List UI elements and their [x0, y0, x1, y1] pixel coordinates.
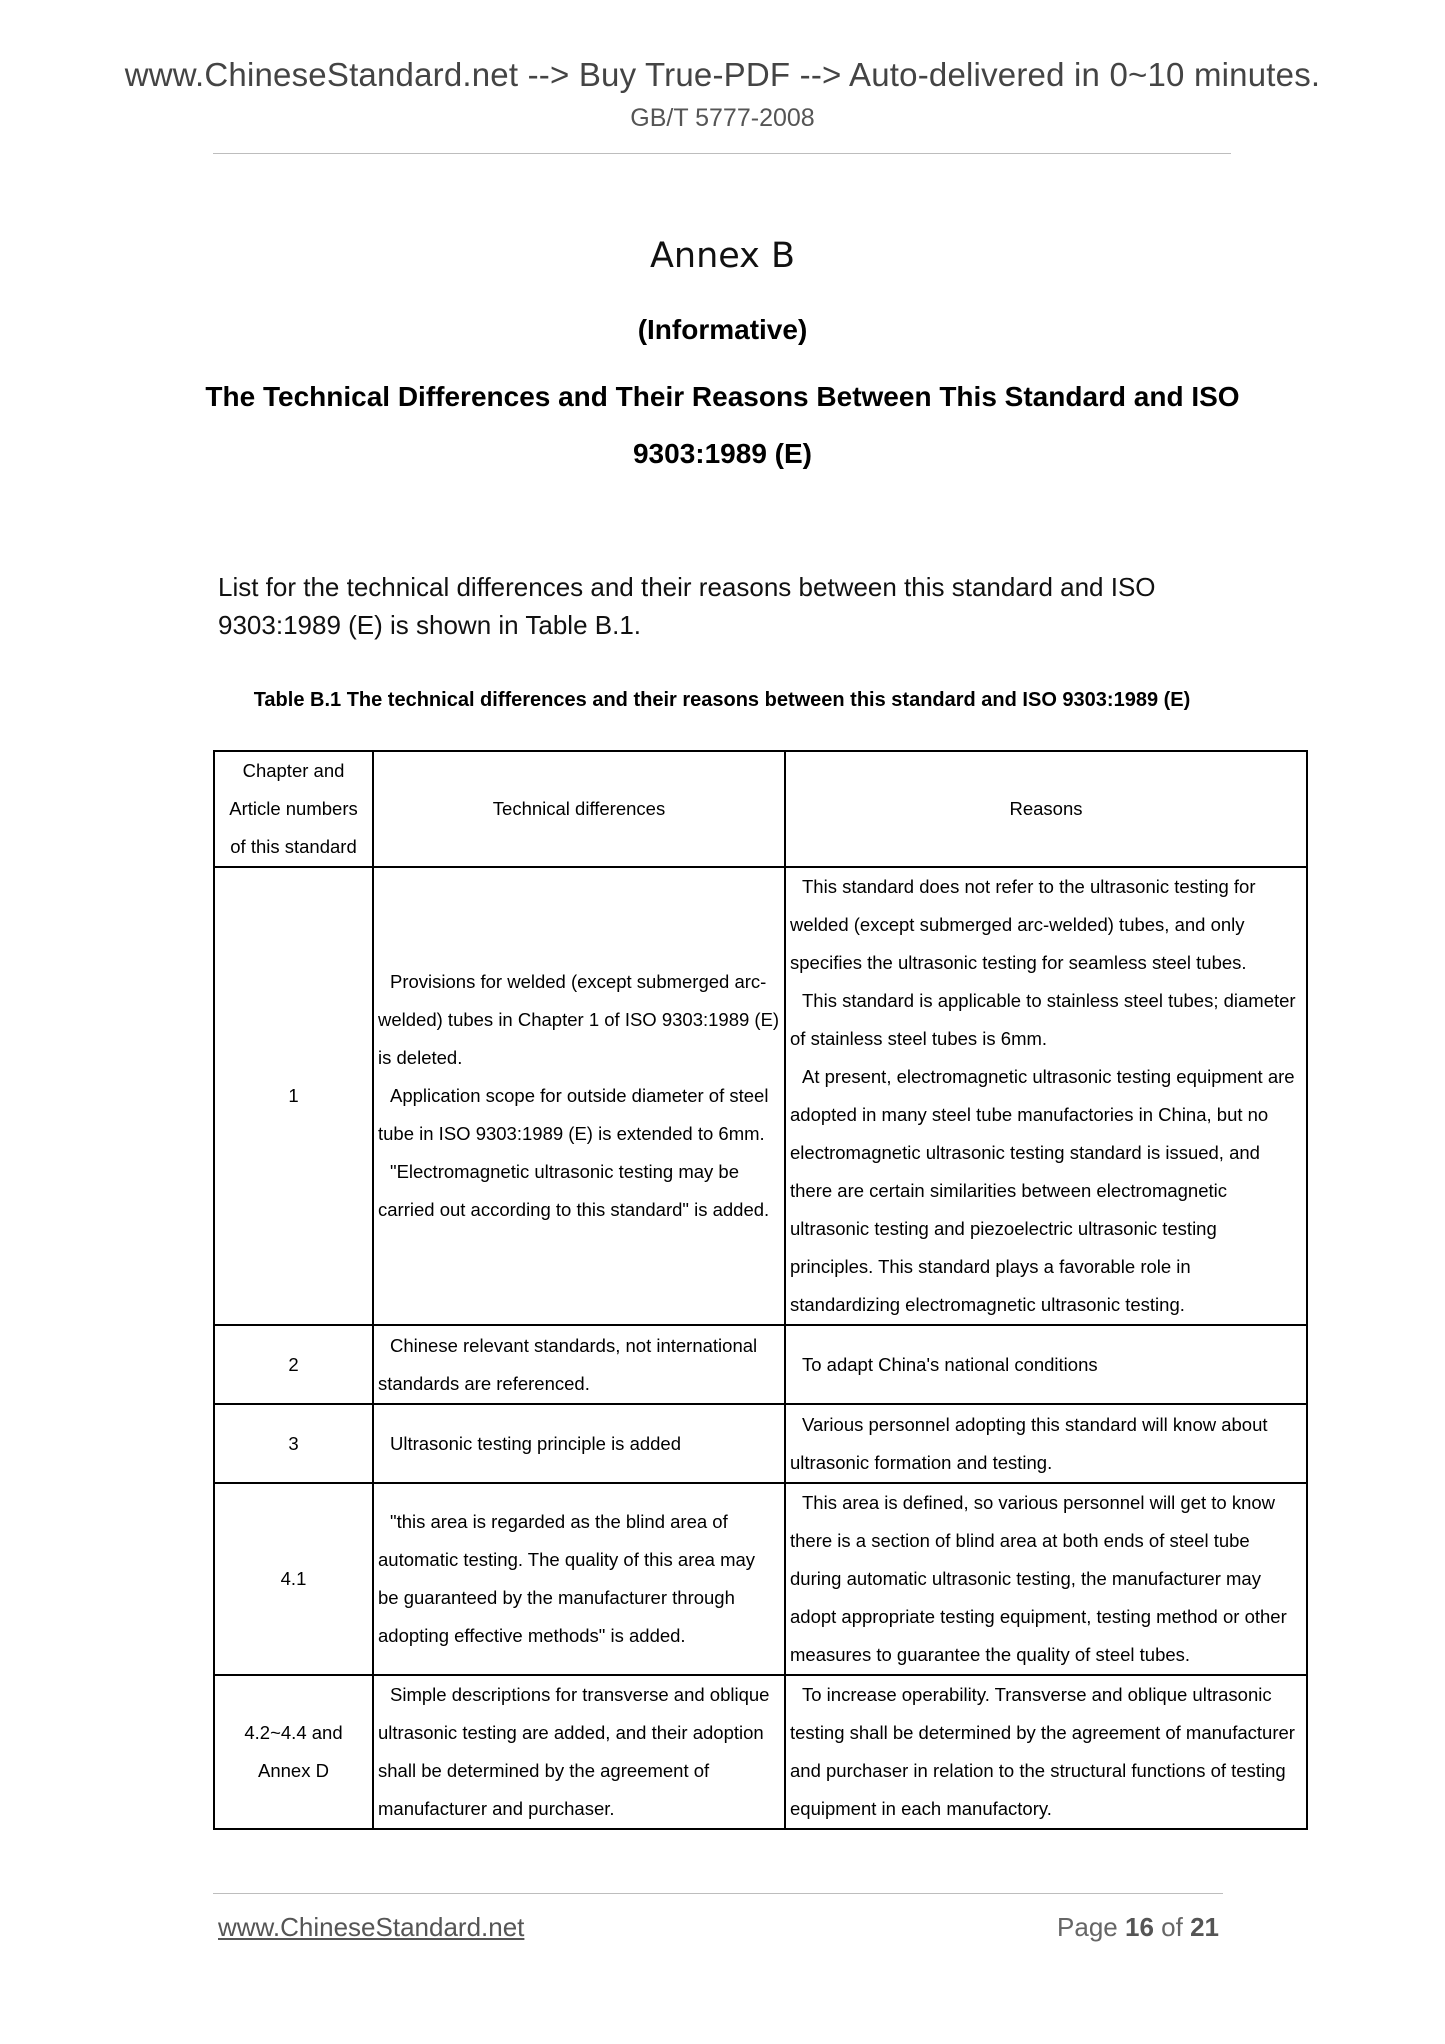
header-technical-differences: Technical differences [373, 751, 785, 867]
page-of-label: of [1161, 1912, 1183, 1942]
annex-title: Annex B [649, 236, 796, 276]
table-row [214, 1675, 1307, 1829]
footer-site-link[interactable]: www.ChineseStandard.net [218, 1912, 525, 1942]
difference-paragraph: Chinese relevant standards, not international standards are referenced. [378, 1334, 758, 1394]
document-code: GB/T 5777-2008 [630, 104, 815, 132]
row-reason [785, 867, 1307, 1325]
intro-paragraph: List for the technical differences and their reasons between this standard and ISO 9303:1989 (E) is shown in Table B.1. [218, 572, 1156, 640]
differences-table [213, 750, 1308, 1830]
row-chapter: 1 [214, 867, 373, 1325]
row-difference [373, 1325, 785, 1404]
page-label: Page [1057, 1912, 1118, 1942]
reason-paragraph: Various personnel adopting this standard will know about ultrasonic formation and testing. [790, 1413, 1268, 1473]
reason-paragraph: To increase operability. Transverse and oblique ultrasonic testing shall be determined by the agreement of manufacturer and purchaser in relation to the structural functions of testing equipment in each manufactory. [790, 1684, 1295, 1819]
difference-paragraph: Simple descriptions for transverse and oblique ultrasonic testing are added, and their adoption shall be determined by the agreement of manufacturer and purchaser. [378, 1684, 770, 1819]
row-reason [785, 1675, 1307, 1829]
table-row [214, 1325, 1307, 1404]
annex-heading: The Technical Differences and Their Reasons Between This Standard and ISO 9303:1989 (E) [205, 381, 1240, 469]
difference-paragraph: "this area is regarded as the blind area of automatic testing. The quality of this area may be guaranteed by the manufacturer through adopting effective methods" is added. [378, 1511, 756, 1646]
annex-informative-label: (Informative) [637, 314, 808, 345]
reason-paragraph: To adapt China's national conditions [802, 1353, 1098, 1375]
row-chapter: 3 [214, 1404, 373, 1483]
page-indicator [1057, 1912, 1219, 1943]
table-row [214, 1404, 1307, 1483]
reason-paragraph: This standard does not refer to the ultrasonic testing for welded (except submerged arc-welded) tubes, and only specifies the ultrasonic testing for seamless steel tubes. [790, 876, 1256, 973]
page-current: 16 [1125, 1912, 1154, 1942]
row-difference [373, 867, 785, 1325]
difference-paragraph: Application scope for outside diameter of steel tube in ISO 9303:1989 (E) is extended to 6mm. [378, 1085, 769, 1144]
header-chapter: Chapter and Article numbers of this standard [214, 751, 373, 867]
reason-paragraph: This area is defined, so various personnel will get to know there is a section of blind area at both ends of steel tube during automatic ultrasonic testing, the manufacturer may adopt appropriate testing equipment, testing method or other measures to guarantee the quality of steel tubes. [790, 1492, 1287, 1665]
table-caption: Table B.1 The technical differences and their reasons between this standard and ISO 9303:1989 (E) [253, 689, 1191, 711]
reason-paragraph: At present, electromagnetic ultrasonic testing equipment are adopted in many steel tube manufactories in China, but no electromagnetic ultrasonic testing standard is issued, and there are certain similarities between electromagnetic ultrasonic testing and piezoelectric ultrasonic testing principles. This standard plays a favorable role in standardizing electromagnetic ultrasonic testing. [790, 1066, 1295, 1315]
row-reason [785, 1404, 1307, 1483]
page-total: 21 [1190, 1912, 1219, 1942]
difference-paragraph: "Electromagnetic ultrasonic testing may be carried out according to this standard" is added. [378, 1161, 770, 1220]
row-chapter: 4.1 [214, 1483, 373, 1675]
row-difference [373, 1483, 785, 1675]
header-reasons: Reasons [785, 751, 1307, 867]
difference-paragraph: Provisions for welded (except submerged arc-welded) tubes in Chapter 1 of ISO 9303:1989 (E) is deleted. [378, 971, 780, 1068]
row-difference [373, 1404, 785, 1483]
table-row [214, 1483, 1307, 1675]
row-chapter: 4.2~4.4 and Annex D [214, 1675, 373, 1829]
difference-paragraph: Ultrasonic testing principle is added [390, 1432, 682, 1454]
header-divider [213, 153, 1231, 154]
table-header-row [214, 751, 1307, 867]
row-reason [785, 1325, 1307, 1404]
row-difference [373, 1675, 785, 1829]
footer-divider [213, 1893, 1223, 1894]
reason-paragraph: This standard is applicable to stainless steel tubes; diameter of stainless steel tubes is 6mm. [790, 990, 1296, 1049]
table-row [214, 867, 1307, 1325]
header-banner: www.ChineseStandard.net --> Buy True-PDF --> Auto-delivered in 0~10 minutes. [124, 56, 1321, 93]
row-chapter: 2 [214, 1325, 373, 1404]
row-reason [785, 1483, 1307, 1675]
